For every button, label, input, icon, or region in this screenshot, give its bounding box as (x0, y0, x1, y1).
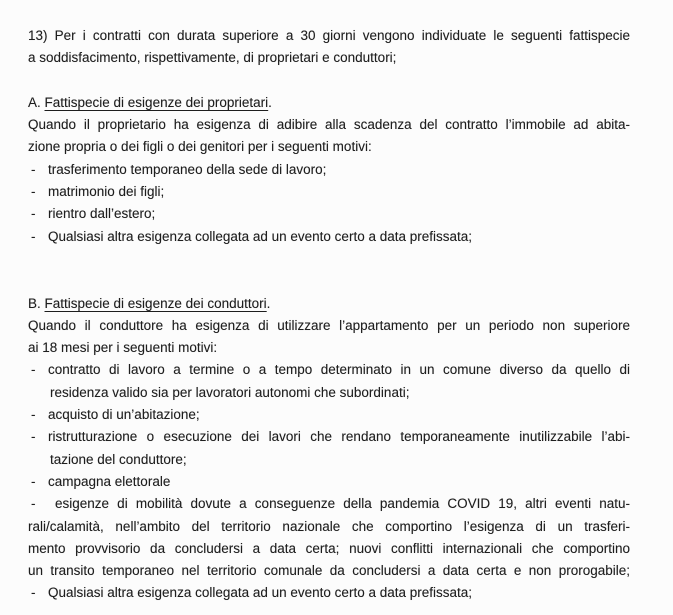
bullet-text: acquisto di un’abitazione; (48, 407, 200, 423)
section-b-bullet-5-cont-2: mento provvisorio da concludersi a data certa; nuovi conflitti internazionali che comportino (28, 540, 630, 556)
section-b-heading-period: . (266, 295, 271, 311)
section-b-para-line-1: Quando il conduttore ha esigenza di utilizzare l’appartamento per un periodo non superiore (28, 317, 630, 333)
section-b-bullet-6 (28, 582, 630, 604)
intro-line-2: a soddisfacimento, rispettivamente, di proprietari e conduttori; (28, 50, 397, 66)
section-a-heading-period: . (268, 94, 272, 110)
section-a-bullet-2 (28, 181, 630, 203)
section-b-bullet-5-cont-1: rali/calamità, nell’ambito del territorio nazionale che comportino l’esigenza di un trasferi- (28, 518, 630, 534)
bullet-text: campagna elettorale (48, 473, 171, 489)
section-b-heading-text: Fattispecie di esigenze dei conduttori (44, 295, 267, 311)
section-a-para-line-1: Quando il proprietario ha esigenza di adibire alla scadenza del contratto l’immobile ad abita- (28, 117, 630, 133)
bullet-text: rientro dall’estero; (48, 206, 156, 222)
bullet-dash: - (31, 585, 36, 601)
bullet-dash: - (31, 407, 36, 423)
section-a-bullet-4 (28, 226, 630, 248)
bullet-text: Qualsiasi altra esigenza collegata ad un evento certo a data prefissata; (48, 585, 473, 601)
bullet-text: matrimonio dei figli; (48, 184, 165, 200)
bullet-text: ristrutturazione o esecuzione dei lavori che rendano temporaneamente inutilizzabile l’abi- (48, 429, 630, 445)
bullet-dash: - (31, 362, 36, 378)
bullet-text: Qualsiasi altra esigenza collegata ad un evento certo a data prefissata; (48, 228, 473, 244)
section-b-heading (28, 293, 630, 315)
section-b-bullet-2 (28, 404, 630, 426)
section-b-bullet-1-cont: residenza valido sia per lavoratori autonomi che subordinati; (50, 384, 410, 400)
intro-line-1: 13) Per i contratti con durata superiore a 30 giorni vengono individuate le seguenti fattispecie (28, 28, 630, 43)
section-b-bullet-4 (28, 471, 630, 493)
blank-line (28, 70, 630, 92)
blank-line (28, 270, 630, 292)
bullet-text: trasferimento temporaneo della sede di lavoro; (48, 161, 327, 177)
section-a-para-line-2: zione propria o dei figli o dei genitori per i seguenti motivi: (28, 139, 372, 155)
blank-line (28, 248, 630, 270)
section-b-label: B. (28, 295, 45, 311)
section-b-bullet-5 (28, 493, 630, 515)
bullet-dash: - (31, 473, 36, 489)
section-b-bullet-3-cont: tazione del conduttore; (50, 451, 187, 467)
bullet-dash: - (31, 206, 36, 222)
section-a-label: A. (28, 94, 45, 110)
bullet-dash: - (31, 184, 36, 200)
bullet-dash: - (31, 496, 36, 512)
bullet-dash: - (31, 161, 36, 177)
bullet-text: contratto di lavoro a termine o a tempo determinato in un comune diverso da quello di (48, 362, 630, 378)
bullet-dash: - (31, 429, 36, 445)
bullet-dash: - (31, 228, 36, 244)
section-a-bullet-3 (28, 203, 630, 225)
section-a-bullet-1 (28, 159, 630, 181)
section-b-para-line-2: ai 18 mesi per i seguenti motivi: (28, 340, 218, 356)
bullet-text: esigenze di mobilità dovute a conseguenze della pandemia COVID 19, altri eventi natu- (55, 496, 630, 512)
section-b-bullet-3 (28, 426, 630, 448)
section-a-heading (28, 92, 630, 114)
section-b-bullet-1 (28, 359, 630, 381)
section-b-bullet-5-cont-3: un transito temporaneo nel territorio comunale da concludersi a data certa e non prorogabile; (28, 563, 630, 579)
section-a-heading-text: Fattispecie di esigenze dei proprietari (44, 94, 269, 110)
